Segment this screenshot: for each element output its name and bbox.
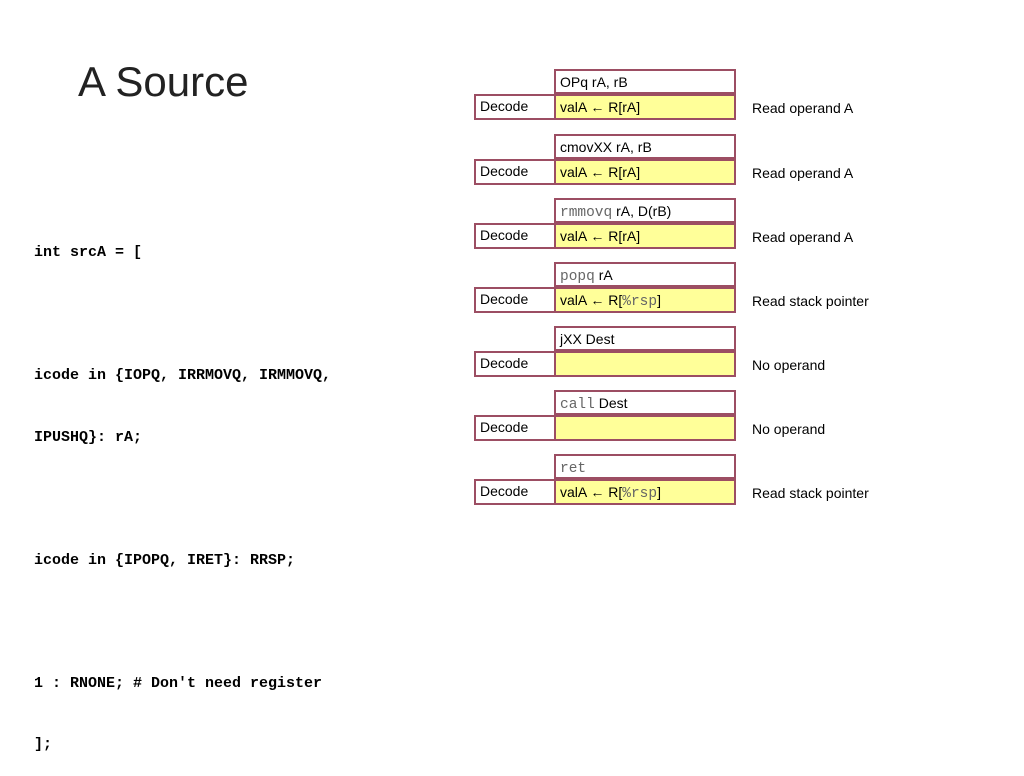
instruction-cell xyxy=(554,390,736,415)
stage-cmovxx xyxy=(474,134,894,188)
code-line: int srcA = [ xyxy=(34,244,143,261)
stage-label: Decode xyxy=(474,287,556,313)
action-text: valA ← R[rA] xyxy=(560,99,641,115)
slide-title: A Source xyxy=(78,58,249,105)
code-line xyxy=(34,305,414,326)
action-text-end: ] xyxy=(657,484,661,500)
action-cell xyxy=(554,223,736,249)
action-cell xyxy=(554,287,736,313)
code-line: IPUSHQ}: rA; xyxy=(34,428,143,446)
action-text: valA ← R[ xyxy=(560,484,623,500)
stage-description: Read operand A xyxy=(752,165,854,181)
instruction-operands: rA xyxy=(594,267,613,283)
instruction-cell xyxy=(554,69,736,94)
action-register: %rsp xyxy=(622,294,658,310)
stage-description: Read operand A xyxy=(752,100,854,116)
stage-description: Read stack pointer xyxy=(752,485,869,501)
code-line: icode in {IPOPQ, IRET}: RRSP; xyxy=(34,551,296,569)
instruction-operands: Dest xyxy=(594,395,628,411)
stage-description: No operand xyxy=(752,421,826,437)
stage-call xyxy=(474,390,894,444)
instruction-mnemonic: popq xyxy=(560,269,595,285)
action-cell xyxy=(554,351,736,377)
action-text: valA ← R[ xyxy=(560,292,623,308)
instruction-mnemonic: call xyxy=(560,397,595,413)
code-line: icode in {IOPQ, IRRMOVQ, IRMMOVQ, xyxy=(34,367,332,384)
instruction-operands: rA, D(rB) xyxy=(612,203,672,219)
stage-label: Decode xyxy=(474,223,556,249)
code-line xyxy=(34,612,414,633)
stage-rmmovq xyxy=(474,198,894,252)
action-cell xyxy=(554,94,736,120)
action-text-end: ] xyxy=(657,292,661,308)
stage-popq xyxy=(474,262,894,316)
stage-jxx xyxy=(474,326,894,380)
action-cell xyxy=(554,479,736,505)
action-text: valA ← R[rA] xyxy=(560,164,641,180)
instruction-cell xyxy=(554,454,736,479)
code-line: ]; xyxy=(34,736,53,753)
action-register: %rsp xyxy=(622,486,658,502)
code-line: 1 : RNONE; # Don't need register xyxy=(34,674,323,692)
stage-label: Decode xyxy=(474,94,556,120)
instruction-cell xyxy=(554,134,736,159)
instruction-operands: jXX Dest xyxy=(560,331,615,347)
stage-label: Decode xyxy=(474,479,556,505)
stage-label: Decode xyxy=(474,351,556,377)
stage-description: Read operand A xyxy=(752,229,854,245)
stage-label: Decode xyxy=(474,159,556,185)
instruction-mnemonic: rmmovq xyxy=(560,205,613,221)
stage-opq xyxy=(474,69,894,123)
action-cell xyxy=(554,415,736,441)
instruction-operands: cmovXX rA, rB xyxy=(560,139,652,155)
instruction-cell xyxy=(554,198,736,223)
code-block xyxy=(34,202,414,776)
instruction-operands: OPq rA, rB xyxy=(560,74,628,90)
instruction-cell xyxy=(554,326,736,351)
stage-description: No operand xyxy=(752,357,826,373)
instruction-mnemonic: ret xyxy=(560,461,587,477)
stage-ret xyxy=(474,454,894,508)
stage-description: Read stack pointer xyxy=(752,293,869,309)
stage-label: Decode xyxy=(474,415,556,441)
action-cell xyxy=(554,159,736,185)
code-line xyxy=(34,489,414,510)
instruction-cell xyxy=(554,262,736,287)
action-text: valA ← R[rA] xyxy=(560,228,641,244)
